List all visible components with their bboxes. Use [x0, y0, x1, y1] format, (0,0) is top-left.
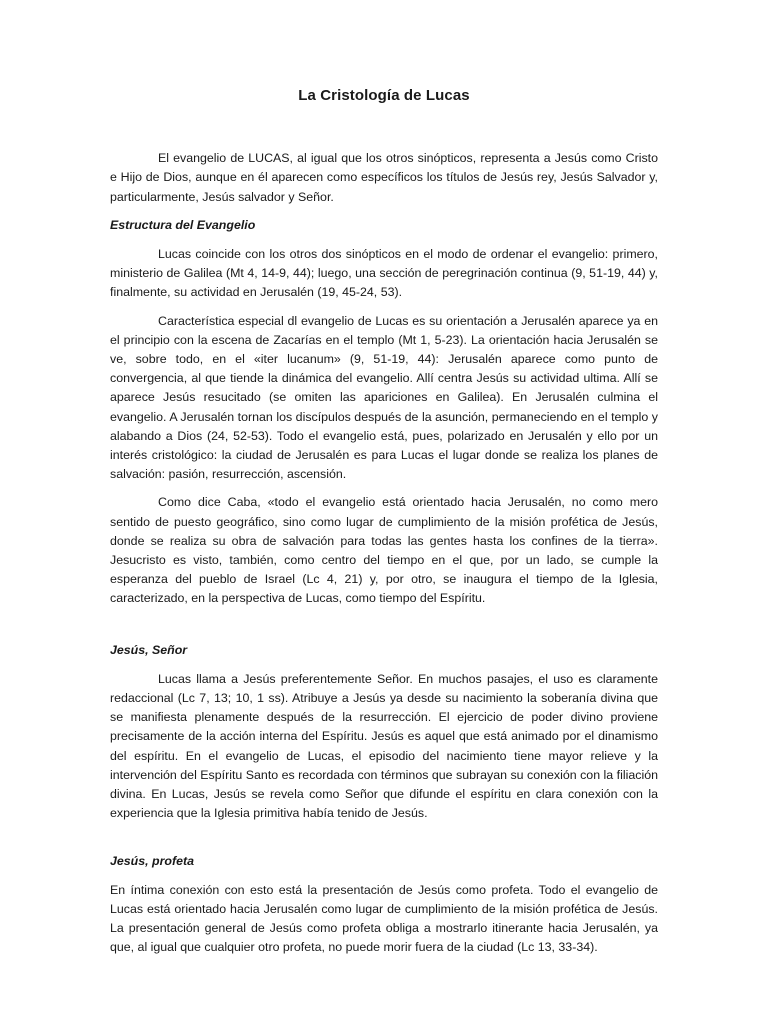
- document-title: La Cristología de Lucas: [298, 87, 470, 104]
- section-heading-estructura: Estructura del Evangelio: [110, 217, 256, 232]
- paragraph: Como dice Caba, «todo el evangelio está orientado hacia Jerusalén, no como mero sentido de puesto geográfico, sino como lugar de cumplimiento de la misión profética de Jesús, donde se realiza su obra de salvación para todas las gentes hasta los confines de la tierra». Jesucristo es visto, también, como centro del tiempo en el que, por un lado, se cumple la esperanza del pueblo de Israel (Lc 4, 21) y, por otro, se inaugura el tiempo de la Iglesia, caracterizado, en la perspectiva de Lucas, como tiempo del Espíritu.: [110, 495, 658, 606]
- intro-paragraph: El evangelio de LUCAS, al igual que los otros sinópticos, representa a Jesús como Cristo e Hijo de Dios, aunque en él aparecen como específicos los títulos de Jesús rey, Jesús Salvador y, particularmente, Jesús salvador y Señor.: [110, 151, 658, 204]
- paragraph: Lucas coincide con los otros dos sinópticos en el modo de ordenar el evangelio: primero, ministerio de Galilea (Mt 4, 14-9, 44); luego, una sección de peregrinación continua (9, 51-19, 44) y, finalmente, su actividad en Jerusalén (19, 45-24, 53).: [110, 247, 658, 300]
- paragraph: En íntima conexión con esto está la presentación de Jesús como profeta. Todo el evangelio de Lucas está orientado hacia Jerusalén como lugar de cumplimiento de la misión profética de Jesús. La presentación general de Jesús como profeta obliga a mostrarlo itinerante hacia Jerusalén, ya que, al igual que cualquier otro profeta, no puede morir fuera de la ciudad (Lc 13, 33-34).: [110, 882, 658, 955]
- paragraph: Lucas llama a Jesús preferentemente Señor. En muchos pasajes, el uso es claramente redaccional (Lc 7, 13; 10, 1 ss). Atribuye a Jesús ya desde su nacimiento la soberanía divina que se manifiesta plenamente después de la resurrección. El ejercicio de poder divino proviene precisamente de la acción interna del Espíritu. Jesús es aquel que está animado por el dinamismo del espíritu. En el evangelio de Lucas, el episodio del nacimiento tiene mayor relieve y la intervención del Espíritu Santo es recordada con términos que subrayan su conexión con la filiación divina. En Lucas, Jesús se revela como Señor que difunde el espíritu en clara conexión con la experiencia que la Iglesia primitiva había tenido de Jesús.: [110, 671, 658, 821]
- section-heading-senor: Jesús, Señor: [110, 642, 188, 657]
- paragraph: Característica especial dl evangelio de Lucas es su orientación a Jerusalén aparece ya en el principio con la escena de Zacarías en el templo (Mt 1, 5-23). La orientación hacia Jerusalén se ve, sobre todo, en el «iter lucanum» (9, 51-19, 44): Jerusalén aparece como punto de convergencia, al que tiende la dinámica del evangelio. Allí centra Jesús su actividad ultima. Allí se aparece Jesús resucitado (se omiten las apariciones en Galilea). En Jerusalén culmina el evangelio. A Jerusalén tornan los discípulos después de la asunción, permaneciendo en el templo y alabando a Dios (24, 52-53). Todo el evangelio está, pues, polarizado en Jerusalén y ello por un interés cristológico: la ciudad de Jerusalén es para Lucas el lugar donde se realiza los planes de salvación: pasión, resurrección, ascensión.: [110, 313, 658, 482]
- section-heading-profeta: Jesús, profeta: [110, 853, 195, 868]
